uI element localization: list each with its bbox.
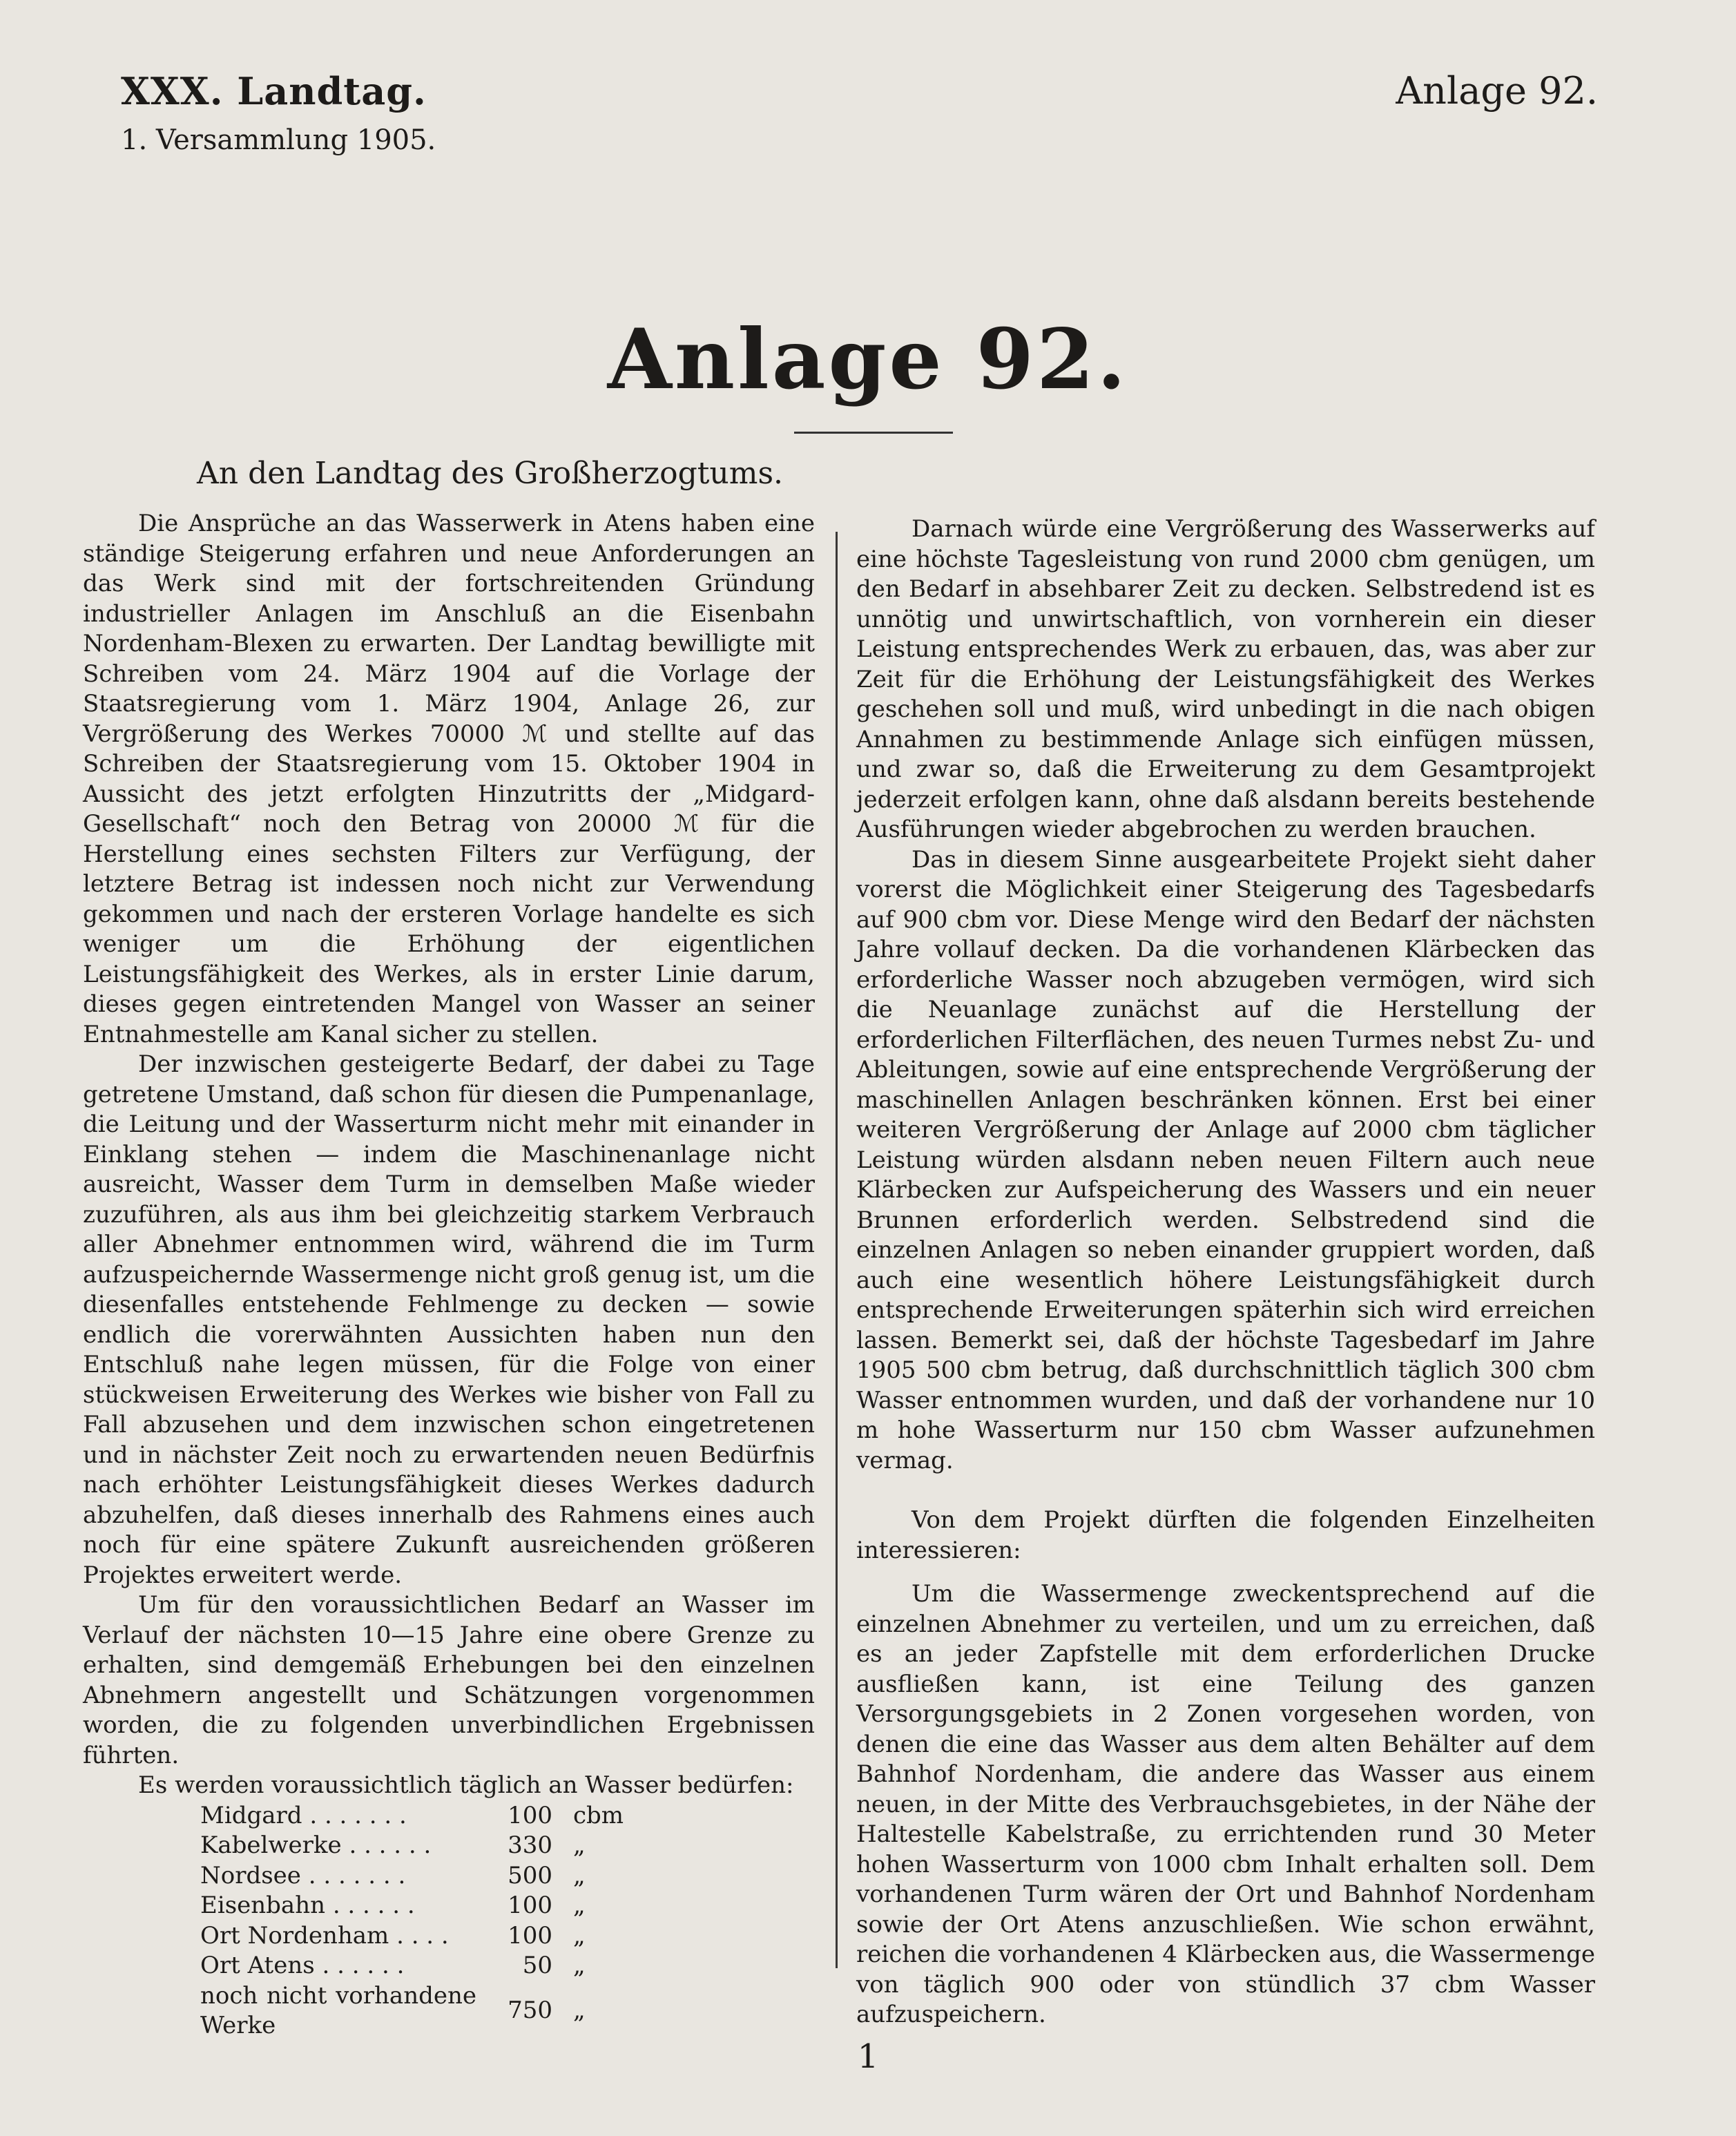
table-cell-name: Kabelwerke <box>200 1831 342 1859</box>
table-cell-name: noch nicht vorhandene Werke <box>200 1981 476 2039</box>
table-row <box>200 1831 656 1861</box>
page-number: 1 <box>857 2037 879 2076</box>
table-cell-value: 50 <box>522 1952 552 1979</box>
table-cell-unit: „ <box>573 1831 586 1859</box>
right-paragraph-1: Darnach würde eine Vergrößerung des Wasserwerks auf eine höchste Tagesleistung von rund 2000 cbm genügen, um den Bedarf in absehbarer Zeit zu decken. Selbstredend ist es unnötig und unwirtschaftlich, von vornherein ein dieser Leistung entsprechendes Werk zu erbauen, das, was aber zur Zeit für die Erhöhung der Leistungsfähigkeit des Werkes geschehen soll und muß, wird unbedingt in die nach obigen Annahmen zu bestimmende Anlage sich einfügen müssen, und zwar so, daß die Erweiterung zu dem Gesamtprojekt jederzeit erfolgen kann, ohne daß alsdann bereits bestehende Ausführungen wieder abgebrochen zu werden brauchen. <box>856 515 1595 843</box>
header-left-subtitle: 1. Versammlung 1905. <box>121 124 436 156</box>
table-cell-name: Nordsee <box>200 1861 301 1889</box>
table-row <box>200 1981 656 2041</box>
left-paragraph-3: Um für den voraussichtlichen Bedarf an Wasser im Verlauf der nächsten 10—15 Jahre eine obere Grenze zu erhalten, sind demgemäß Erhebungen bei den einzelnen Abnehmern angestellt und Schätzungen vorgenommen worden, die zu folgenden unverbindlichen Ergebnissen führten. <box>83 1591 815 1769</box>
header-left-title: XXX. Landtag. <box>121 69 427 113</box>
table-cell-dots: . . . . . . <box>349 1831 432 1859</box>
table-row <box>200 1861 656 1892</box>
table-cell-dots: . . . . . . . <box>309 1801 407 1829</box>
page-title: Anlage 92. <box>607 311 1129 408</box>
left-paragraph-2: Der inzwischen gesteigerte Bedarf, der dabei zu Tage getretene Umstand, daß schon für diesen die Pumpenanlage, die Leitung und der Wasserturm nicht mehr mit einander in Einklang stehen — indem die Maschinenanlage nicht ausreicht, Wasser dem Turm in demselben Maße wieder zuzuführen, als aus ihm bei gleichzeitig starkem Verbrauch aller Abnehmer entnommen wird, während die im Turm aufzuspeichernde Wassermenge nicht groß genug ist, um die diesenfalles entstehende Fehlmenge zu decken — sowie endlich die vorerwähnten Aussichten haben nun den Entschluß nahe legen müssen, für die Folge von einer stückweisen Erweiterung des Werkes wie bisher von Fall zu Fall abzusehen und dem inzwischen schon eingetretenen und in nächster Zeit noch zu erwartenden neuen Bedürfnis nach erhöhter Leistungsfähigkeit dieses Werkes dadurch abzuhelfen, daß dieses innerhalb des Rahmens eines auch noch für eine spätere Zukunft ausreichenden größeren Projektes erweitert werde. <box>83 1050 815 1589</box>
right-column <box>856 514 1595 2030</box>
left-column <box>83 509 815 2041</box>
right-paragraph-4: Um die Wassermenge zweckentsprechend auf die einzelnen Abnehmer zu verteilen, und um zu erreichen, daß es an jeder Zapfstelle mit dem erforderlichen Drucke ausfließen kann, ist eine Teilung des ganzen Versorgungsgebiets in 2 Zonen vorgesehen worden, von denen die eine das Wasser aus dem alten Behälter auf dem Bahnhof Nordenham, die andere das Wasser aus einem neuen, in der Mitte des Verbrauchsgebietes, in der Nähe der Haltestelle Kabelstraße, zu errichtenden rund 30 Meter hohen Wasserturm von 1000 cbm Inhalt erhalten soll. Dem vorhandenen Turm wären der Ort und Bahnhof Nordenham sowie der Ort Atens anzuschließen. Wie schon erwähnt, reichen die vorhandenen 4 Klärbecken aus, die Wassermenge von täglich 900 oder von stündlich 37 cbm Wasser aufzuspeichern. <box>856 1580 1595 2028</box>
table-cell-value: 500 <box>508 1861 552 1889</box>
paragraph-spacer <box>856 1476 1595 1505</box>
header-right-title: Anlage 92. <box>1396 69 1598 113</box>
table-cell-unit: „ <box>573 1997 586 2025</box>
table-cell-name: Midgard <box>200 1801 302 1829</box>
table-cell-value: 100 <box>508 1921 552 1950</box>
table-cell-unit: „ <box>573 1952 586 1979</box>
table-cell-dots: . . . . . . . <box>308 1861 406 1889</box>
table-cell-name: Ort Atens <box>200 1952 315 1979</box>
table-cell-name: Ort Nordenham <box>200 1921 389 1950</box>
right-paragraph-2: Das in diesem Sinne ausgearbeitete Projekt sieht daher vorerst die Möglichkeit einer Steigerung des Tagesbedarfs auf 900 cbm vor. Diese Menge wird den Bedarf der nächsten Jahre vollauf decken. Da die vorhandenen Klärbecken das erforderliche Wasser noch abzugeben vermögen, wird sich die Neuanlage zunächst auf die Herstellung der erforderlichen Filterflächen, des neuen Turmes nebst Zu- und Ableitungen, sowie auf eine entsprechende Vergrößerung der maschinellen Anlagen beschränken können. Erst bei einer weiteren Vergrößerung der Anlage auf 2000 cbm täglicher Leistung würden alsdann neben neuen Filtern auch neue Klärbecken zur Aufspeicherung des Wassers und ein neuer Brunnen erforderlich werden. Selbstredend sind die einzelnen Anlagen so neben einander gruppiert worden, daß auch eine wesentlich höhere Leistungsfähigkeit durch entsprechende Erweiterungen späterhin sich wird erreichen lassen. Bemerkt sei, daß der höchste Tagesbedarf im Jahre 1905 500 cbm betrug, daß durchschnittlich täglich 300 cbm Wasser entnommen wurden, und daß der vorhandene nur 10 m hohe Wasserturm nur 150 cbm Wasser aufzunehmen vermag. <box>856 845 1595 1474</box>
left-paragraph-4: Es werden voraussichtlich täglich an Wasser bedürfen: <box>138 1771 794 1799</box>
table-cell-dots: . . . . . . <box>322 1952 405 1979</box>
table-cell-value: 100 <box>508 1801 552 1829</box>
address-line: An den Landtag des Großherzogtums. <box>197 456 784 491</box>
left-paragraph-1: Die Ansprüche an das Wasserwerk in Atens haben eine ständige Steigerung erfahren und neue Anforderungen an das Werk sind mit der fortschreitenden Gründung industrieller Anlagen im Anschluß an die Eisenbahn Nordenham-Blexen zu erwarten. Der Landtag bewilligte mit Schreiben vom 24. März 1904 auf die Vorlage der Staatsregierung vom 1. März 1904, Anlage 26, zur Vergrößerung des Werkes 70000 ℳ und stellte auf das Schreiben der Staatsregierung vom 15. Oktober 1904 in Aussicht des jetzt erfolgten Hinzutritts der „Midgard-Gesellschaft“ noch den Betrag von 20000 ℳ für die Herstellung eines sechsten Filters zur Verfügung, der letztere Betrag ist indessen noch nicht zur Verwendung gekommen und nach der ersteren Vorlage handelte es sich weniger um die Erhöhung der eigentlichen Leistungsfähigkeit des Werkes, als in erster Linie darum, dieses gegen eintretenden Mangel von Wasser an seiner Entnahmestelle am Kanal sicher zu stellen. <box>83 510 815 1048</box>
column-divider <box>836 532 838 1968</box>
table-cell-dots: . . . . <box>396 1921 449 1950</box>
paragraph-spacer <box>856 1566 1595 1579</box>
table-cell-value: 750 <box>508 1997 552 2025</box>
table-row <box>200 1951 656 1981</box>
table-row <box>200 1921 656 1952</box>
table-cell-name: Eisenbahn <box>200 1892 325 1919</box>
table-cell-value: 330 <box>508 1831 552 1859</box>
table-cell-value: 100 <box>508 1892 552 1919</box>
table-row <box>200 1891 656 1921</box>
table-cell-unit: „ <box>573 1892 586 1919</box>
table-row <box>200 1801 656 1831</box>
demand-table <box>200 1801 656 2041</box>
table-cell-unit: cbm <box>573 1801 624 1829</box>
table-cell-unit: „ <box>573 1921 586 1950</box>
table-cell-dots: . . . . . . <box>332 1892 415 1919</box>
title-underline <box>794 432 953 434</box>
table-cell-unit: „ <box>573 1861 586 1889</box>
right-paragraph-3: Von dem Projekt dürften die folgenden Einzelheiten interessieren: <box>856 1506 1595 1564</box>
